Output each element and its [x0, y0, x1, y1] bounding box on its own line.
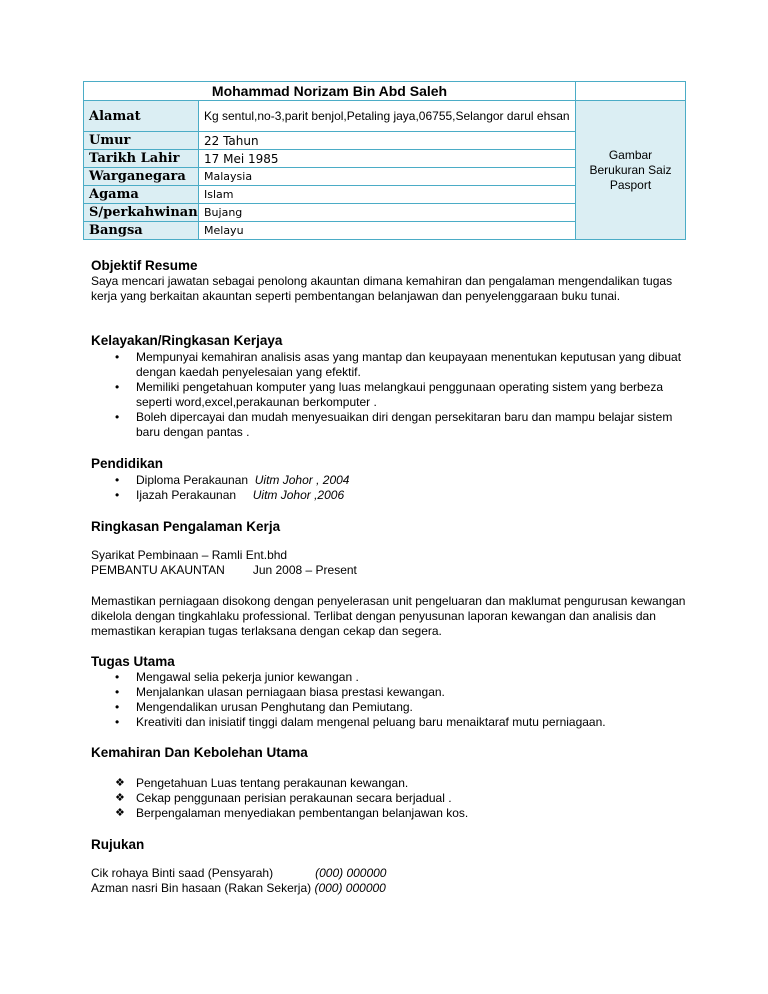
heading-objektif: Objektif Resume — [91, 258, 198, 273]
label-agama: Agama — [84, 186, 199, 204]
value-bangsa: Melayu — [199, 222, 576, 240]
list-item: • Mengendalikan urusan Penghutang dan Pemiutang. — [115, 700, 413, 714]
list-item: • Kreativiti dan inisiatif tinggi dalam mengenal peluang baru menaiktaraf mutu perniagaan. — [115, 715, 606, 729]
heading-tugas: Tugas Utama — [91, 654, 175, 669]
label-umur: Umur — [84, 132, 199, 150]
list-item: • Ijazah Perakaunan Uitm Johor ,2006 — [115, 488, 345, 502]
pengalaman-description: Memastikan perniagaan disokong dengan penyelerasan unit pengeluaran dan maklumat pengurusan kewangan dikelola dengan tingkahlaku professional. Terlibat dengan penyusunan laporan kewangan dan analisis dan memastikan kerapian tugas terlaksana dengan cekap dan segera. — [91, 594, 686, 638]
position-line: PEMBANTU AKAUNTAN Jun 2008 – Present — [91, 563, 357, 577]
value-status: Bujang — [199, 204, 576, 222]
heading-rujukan: Rujukan — [91, 837, 145, 852]
list-item: ❖ Pengetahuan Luas tentang perakaunan kewangan. — [115, 776, 409, 790]
label-status: S/perkahwinan — [84, 204, 199, 222]
list-item: ❖ Berpengalaman menyediakan pembentangan belanjawan kos. — [115, 806, 469, 820]
value-agama: Islam — [199, 186, 576, 204]
tugas-list — [91, 670, 691, 730]
label-tarikh-lahir: Tarikh Lahir — [84, 150, 199, 168]
value-umur: 22 Tahun — [199, 132, 576, 150]
list-item: • Mengawal selia pekerja junior kewangan . — [115, 670, 359, 684]
label-warganegara: Warganegara — [84, 168, 199, 186]
list-item: • Diploma Perakaunan Uitm Johor , 2004 — [115, 473, 350, 487]
company-name: Syarikat Pembinaan – Ramli Ent.bhd — [91, 548, 288, 562]
photo-text: Gambar Berukuran Saiz Pasport — [589, 147, 672, 192]
objektif-text: Saya mencari jawatan sebagai penolong akauntan dimana kemahiran dan pengalaman mengendalikan tugas kerja yang berkaitan akauntan seperti pembentangan belanjawan dan penyelenggaraan buku tunai. — [91, 274, 673, 303]
reference-2: Azman nasri Bin hasaan (Rakan Sekerja) (000) 000000 — [91, 881, 386, 895]
pendidikan-list — [91, 473, 691, 503]
list-item: • Boleh dipercayai dan mudah menyesuaikan diri dengan persekitaran baru dan mampu belajar sistem baru dengan pantas . — [115, 410, 673, 439]
label-bangsa: Bangsa — [84, 222, 199, 240]
heading-pengalaman: Ringkasan Pengalaman Kerja — [91, 519, 281, 534]
kemahiran-list — [91, 776, 691, 821]
value-alamat: Kg sentul,no-3,parit benjol,Petaling jaya,06755,Selangor darul ehsan — [199, 101, 576, 132]
list-item: ❖ Cekap penggunaan perisian perakaunan secara berjadual . — [115, 791, 452, 805]
photo-placeholder — [576, 101, 686, 240]
list-item: • Memiliki pengetahuan komputer yang luas melangkaui penggunaan operating sistem yang berbeza seperti word,excel,perakaunan berkomputer . — [115, 380, 664, 409]
kelayakan-list — [91, 350, 691, 440]
value-tarikh-lahir: 17 Mei 1985 — [199, 150, 576, 168]
list-item: • Mempunyai kemahiran analisis asas yang mantap dan keupayaan menentukan keputusan yang dibuat dengan kaedah penyelesaian yang efektif. — [115, 350, 682, 379]
label-alamat: Alamat — [84, 101, 199, 132]
resume-name: Mohammad Norizam Bin Abd Saleh — [84, 82, 576, 101]
heading-kelayakan: Kelayakan/Ringkasan Kerjaya — [91, 333, 283, 348]
title-blank-cell — [576, 82, 686, 101]
heading-kemahiran: Kemahiran Dan Kebolehan Utama — [91, 745, 308, 760]
value-warganegara: Malaysia — [199, 168, 576, 186]
reference-1: Cik rohaya Binti saad (Pensyarah) (000) 000000 — [91, 866, 387, 880]
list-item: • Menjalankan ulasan perniagaan biasa prestasi kewangan. — [115, 685, 445, 699]
personal-info-table — [83, 81, 686, 240]
heading-pendidikan: Pendidikan — [91, 456, 164, 471]
